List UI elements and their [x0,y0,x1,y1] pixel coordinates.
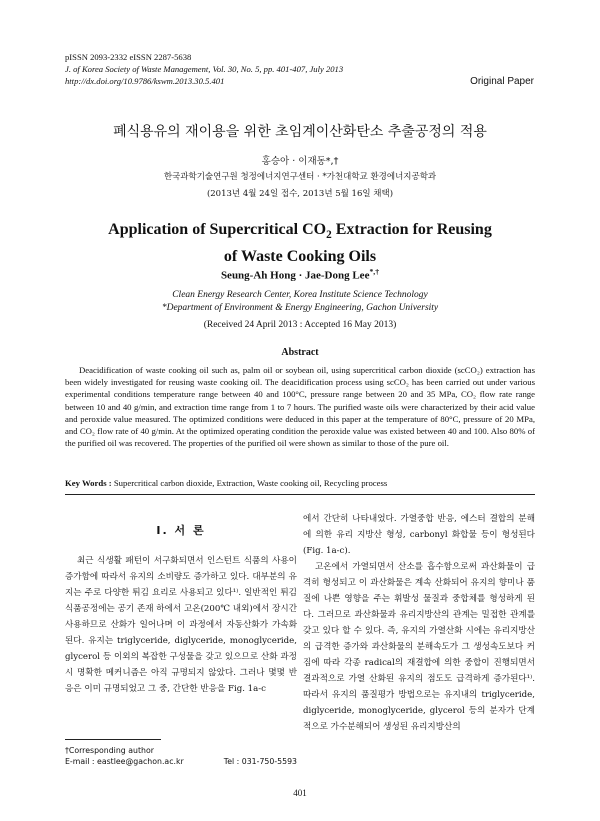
korean-title: 폐식용유의 재이용을 위한 초임계이산화탄소 추출공정의 적용 [113,124,487,140]
journal-header [65,51,343,87]
keywords: Key Words : Supercritical carbon dioxide, Extraction, Waste cooking oil, Recycling process [65,478,388,488]
english-title-line2: of Waste Cooking Oils [223,248,377,266]
author-tel: Tel : 031-750-5593 [223,757,297,766]
issn-line: pISSN 2093-2332 eISSN 2287-5638 [65,52,192,62]
footnote [65,745,297,767]
left-column [65,515,297,697]
intro-paragraph-1: 최근 식생활 패턴이 서구화되면서 인스턴트 식품의 사용이 증가함에 따라서 유지의 소비량도 증가하고 있다. 대부분의 유지는 주로 다양한 튀김 요리로 사용되고 있다¹⁾. 일반적인 튀김식품공정에는 공기 존재 하에서 고온(200℃ 내외)에서 장시간 사용하므로 산화가 일어나며 이 과정에서 자동산화가 가속화된다. 유지는 triglyceride, diglyceride, monoglyceride, glycerol 등 이외의 복잡한 구성물을 갖고 있으므로 산화 과정 시 명확한 메커니즘은 아직 규명되지 않았다. 그러나 몇몇 반응은 이미 규명되었고 그 중, 간단한 반응을 Fig. 1a-c [65,556,297,694]
right-column [303,511,535,735]
english-title-line1: Application of Supercritical $CO_2$ Extraction for Reusing [108,221,492,242]
english-authors: Seung-Ah Hong · Jae-Dong Lee*,† [220,267,380,282]
korean-authors: 홍승아 · 이재동*,† [261,156,339,167]
paper-type-badge: Original Paper [470,76,534,87]
section-heading-introduction: I. 서 론 [156,524,206,537]
journal-citation: J. of Korea Society of Waste Management, Vol. 30, No. 5, pp. 401-407, July 2013 [65,64,344,74]
korean-affiliation: 한국과학기술연구원 청정에너지연구센터 · *가천대학교 환경에너지공학과 [163,172,437,182]
intro-paragraph-2: 고온에서 가열되면서 산소를 흡수함으로써 과산화물이 급격히 형성되고 이 과산화물은 계속 산화되어 유지의 향미나 품질에 나쁜 영향을 주는 휘발성 물질과 중합체를 형성하게 된다. 그러므로 과산화물과 유리지방산의 관계는 밀접한 관계를 갖고 있다 할 수 있다. 즉, 유지의 가열산화 시에는 유리지방산의 급격한 증가와 과산화물의 분해속도가 그 생성속도보다 커짐에 따라 각종 radical의 재결합에 의한 중합이 진행되면서 결과적으로 가열 산화된 유지의 점도도 급격하게 증가된다¹⁾. 따라서 유지의 품질평가 방법으로는 유지내의 triglyceride, diglyceride, monoglyceride, glycerol 등의 분자가 단계적으로 가수분해되어 생성된 유리지방산의 [303,562,535,732]
english-affiliation: Clean Energy Research Center, Korea Institute Science Technology *Department of Environment & Energy Engineering, Gachon University [161,290,439,313]
corresponding-author-label: †Corresponding author [65,746,154,755]
korean-dates: (2013년 4월 24일 접수, 2013년 5월 16일 채택) [206,189,394,199]
english-title [0,219,600,267]
divider [65,494,535,495]
footnote-divider [65,739,161,740]
english-dates: (Received 24 April 2013 : Accepted 16 May 2013) [203,320,397,330]
abstract-body: Deacidification of waste cooking oil such as, palm oil or soybean oil, using supercritical carbon dioxide (scCO₂) extraction has been widely investigated for reusing waste cooking oil. The deacidification process using scCO₂ has been carried out under various experimental conditions temperature range between 40 and 100°C, pressure range between 20 and 35 MPa, CO₂ flow rate range between 10 and 40 g/min, and extraction time range from 1 to 7 hours. The purified waste oils were characterized by their acid value and peroxide value measured. The optimized conditions were deduced in this paper at the temperature of 80°C, pressure of 20 MPa, and CO₂ flow rate of 40 g/min. At the optimized operating condition the peroxide value was existed between 40 and 100. Also 80% of the purified oil was recovered. The properties of the purified oil were shown as similar to those of the pure oil. [65,365,535,449]
page-number: 401 [293,788,307,798]
abstract-heading: Abstract [281,347,319,358]
doi-link[interactable]: http://dx.doi.org/10.9786/kswm.2013.30.5.401 [65,76,225,86]
author-email[interactable]: E-mail : eastlee@gachon.ac.kr [65,757,184,766]
intro-paragraph-1-cont: 에서 간단히 나타내었다. 가열중합 반응, 에스터 결합의 분해에 의한 유리 지방산 형성, carbonyl 화합물 등이 형성된다(Fig. 1a-c). [303,514,535,556]
